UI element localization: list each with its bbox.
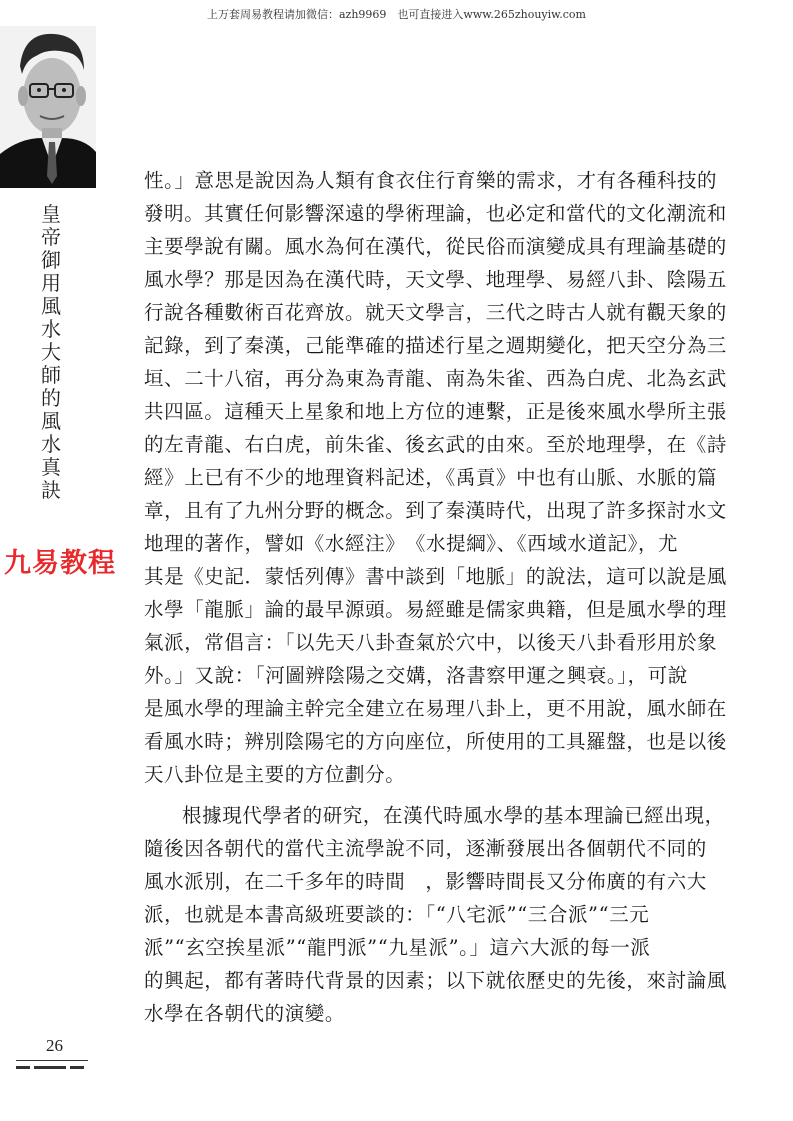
title-char: 訣 [41,478,61,502]
book-title-vertical [38,203,64,502]
title-char: 御 [41,248,61,272]
paragraph [144,164,727,791]
text-line: 風水學？那是因為在漢代時，天文學、地理學、易經八卦、陰陽五 [144,268,727,291]
text-line: 的左青龍、右白虎，前朱雀、後玄武的由來。至於地理學，在《詩 [144,433,727,456]
top-banner: 上万套周易教程请加微信：azh9969 也可直接进入www.265zhouyiw.com [206,8,586,21]
text-line: 氣派，常倡言：「以先天八卦查氣於穴中，以後天八卦看形用於象 [144,631,718,654]
text-line: 經》上已有不少的地理資料記述，《禹貢》中也有山脈、水脈的篇 [144,466,718,489]
text-line: 派，也就是本書高級班要談的：「“八宅派”“三合派”“三元 [144,903,650,926]
title-char: 師 [41,363,61,387]
text-line: 共四區。這種天上星象和地上方位的連繫，正是後來風水學所主張 [144,400,727,423]
text-line: 垣、二十八宿，再分為東為青龍、南為朱雀、西為白虎、北為玄武 [144,367,727,390]
text-line: 性。」意思是說因為人類有食衣住行育樂的需求，才有各種科技的 [144,169,718,192]
title-char: 真 [41,455,61,479]
author-portrait [0,26,96,188]
paragraph [144,799,727,1030]
title-char: 皇 [41,202,61,226]
title-char: 的 [41,386,61,410]
watermark-logo: 九易教程 [4,548,116,579]
text-line: 派”“玄空挨星派”“龍門派”“九星派”。」這六大派的每一派 [144,936,651,959]
text-line: 天八卦位是主要的方位劃分。 [144,763,406,786]
title-char: 帝 [41,225,61,249]
title-char: 大 [41,340,61,364]
text-line: 外。」又說：「河圖辨陰陽之交媾，洛書察甲運之興衰。」，可說 [144,664,688,687]
text-line: 地理的著作，譬如《水經注》 《水提綱》、《西域水道記》，尤 [144,532,679,555]
text-line: 水學「龍脈」論的最早源頭。易經雖是儒家典籍，但是風水學的理 [144,598,727,621]
title-char: 水 [41,432,61,456]
text-line: 其是《史記．蒙恬列傳》書中談到「地脈」的說法，這可以說是風 [144,565,727,588]
title-char: 風 [41,294,61,318]
text-line: 水學在各朝代的演變。 [144,1002,346,1025]
text-line: 風水派別，在二千多年的時間 ，影響時間長又分佈廣的有六大 [144,870,707,893]
text-line: 行說各種數術百花齊放。就天文學言，三代之時古人就有觀天象的 [144,301,727,324]
text-line: 的興起，都有著時代背景的因素；以下就依歷史的先後，來討論風 [144,969,727,992]
body-text [144,164,727,1030]
title-char: 水 [41,317,61,341]
footer-divider-dashed [16,1066,88,1069]
text-line: 看風水時；辨別陰陽宅的方向座位，所使用的工具羅盤，也是以後 [144,730,727,753]
title-char: 用 [41,271,61,295]
text-line: 隨後因各朝代的當代主流學說不同，逐漸發展出各個朝代不同的 [144,837,707,860]
text-line: 記錄，到了秦漢，己能準確的描述行星之週期變化，把天空分為三 [144,334,727,357]
page-number: 26 [46,1036,63,1055]
text-line: 是風水學的理論主幹完全建立在易理八卦上，更不用說，風水師在 [144,697,727,720]
text-line: 根據現代學者的研究，在漢代時風水學的基本理論已經出現， [182,804,725,827]
text-line: 章，且有了九州分野的概念。到了秦漢時代，出現了許多探討水文 [144,499,727,522]
title-char: 風 [41,409,61,433]
footer-divider [16,1060,88,1061]
text-line: 發明。其實任何影響深遠的學術理論，也必定和當代的文化潮流和 [144,202,727,225]
text-line: 主要學說有關。風水為何在漢代，從民俗而演變成具有理論基礎的 [144,235,727,258]
